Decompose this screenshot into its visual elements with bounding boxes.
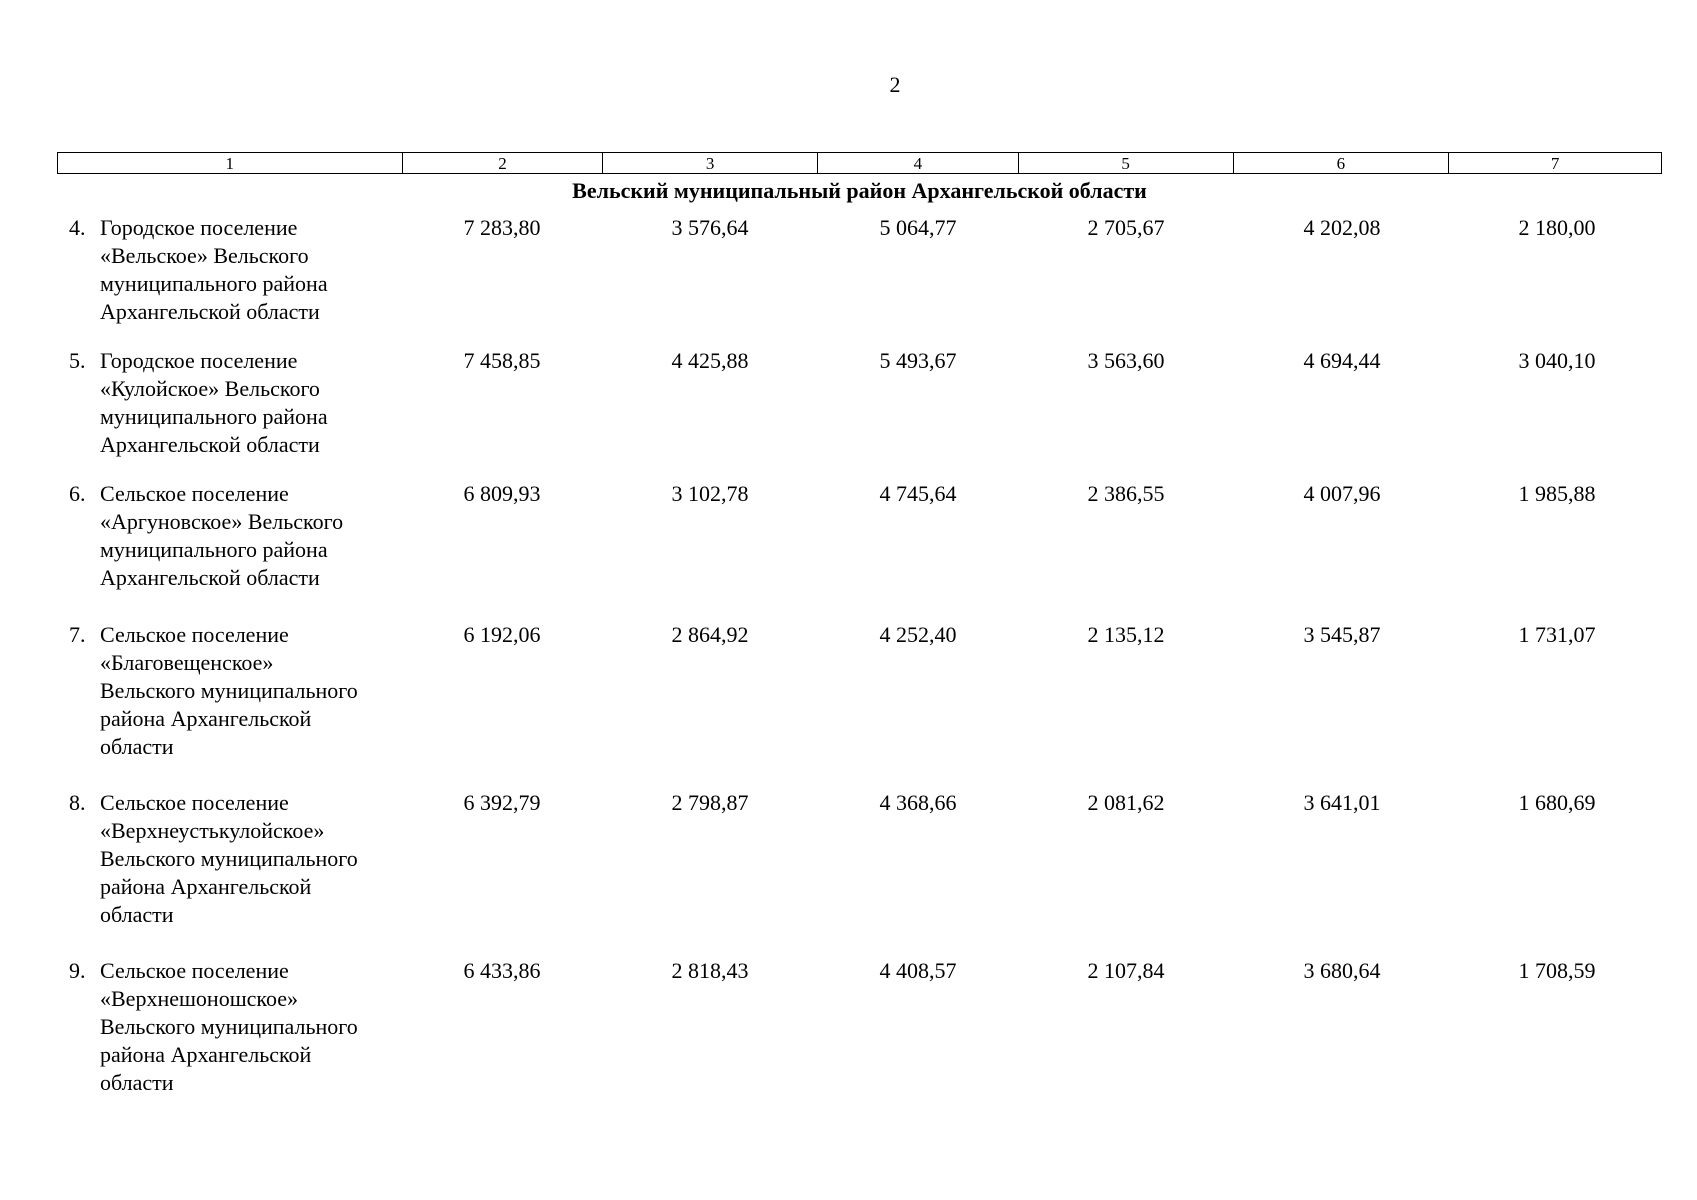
row-name-line: района Архангельской	[100, 1042, 312, 1067]
row-name	[100, 214, 400, 326]
row-name-line: Архангельской области	[100, 432, 320, 457]
row-name-line: Городское поселение	[100, 215, 298, 240]
cell-col-2: 6 192,06	[463, 622, 541, 647]
row-name-line: Городское поселение	[100, 348, 298, 373]
cell-col-7: 1 680,69	[1518, 790, 1596, 815]
row-number: 4.	[69, 215, 86, 240]
row-name-line: «Аргуновское» Вельского	[100, 509, 344, 534]
column-header-2: 2	[403, 153, 604, 173]
row-number: 9.	[69, 958, 86, 983]
cell-col-4: 4 252,40	[879, 622, 957, 647]
cell-col-6: 3 641,01	[1303, 790, 1381, 815]
row-name	[100, 621, 400, 761]
cell-col-2: 6 433,86	[463, 958, 541, 983]
column-header-row	[57, 152, 1662, 174]
row-name	[100, 957, 400, 1097]
column-header-6: 6	[1234, 153, 1450, 173]
row-name-line: Вельского муниципального	[100, 1014, 358, 1039]
cell-col-3: 3 102,78	[671, 481, 749, 506]
row-name-line: «Благовещенское»	[100, 650, 274, 675]
row-name-line: муниципального района	[100, 404, 328, 429]
row-name-line: района Архангельской	[100, 874, 312, 899]
row-number: 5.	[69, 348, 86, 373]
row-name-line: муниципального района	[100, 537, 328, 562]
row-name-line: области	[100, 902, 174, 927]
row-name-line: области	[100, 734, 174, 759]
cell-col-6: 3 680,64	[1303, 958, 1381, 983]
cell-col-2: 7 283,80	[463, 215, 541, 240]
cell-col-4: 4 368,66	[879, 790, 957, 815]
row-name-line: Сельское поселение	[100, 481, 289, 506]
column-header-3: 3	[603, 153, 818, 173]
cell-col-5: 3 563,60	[1087, 348, 1165, 373]
cell-col-2: 6 809,93	[463, 481, 541, 506]
row-name-line: Архангельской области	[100, 565, 320, 590]
row-name	[100, 789, 400, 929]
section-title: Вельский муниципальный район Архангельской области	[572, 178, 1147, 203]
row-name-line: области	[100, 1070, 174, 1095]
cell-col-3: 4 425,88	[671, 348, 749, 373]
cell-col-7: 1 731,07	[1518, 622, 1596, 647]
cell-col-2: 7 458,85	[463, 348, 541, 373]
row-name-line: муниципального района	[100, 271, 328, 296]
row-name-line: «Верхнеустькулойское»	[100, 818, 325, 843]
page-number: 2	[889, 72, 901, 97]
cell-col-3: 3 576,64	[671, 215, 749, 240]
row-number: 8.	[69, 790, 86, 815]
column-header-1: 1	[58, 153, 403, 173]
cell-col-2: 6 392,79	[463, 790, 541, 815]
row-name-line: «Кулойское» Вельского	[100, 376, 320, 401]
cell-col-4: 5 064,77	[879, 215, 957, 240]
row-name-line: «Вельское» Вельского	[100, 243, 309, 268]
cell-col-4: 5 493,67	[879, 348, 957, 373]
cell-col-4: 4 408,57	[879, 958, 957, 983]
cell-col-5: 2 386,55	[1087, 481, 1165, 506]
column-header-5: 5	[1019, 153, 1234, 173]
cell-col-3: 2 798,87	[671, 790, 749, 815]
row-name	[100, 480, 400, 592]
row-name-line: Архангельской области	[100, 299, 320, 324]
row-name-line: «Верхнешоношское»	[100, 986, 298, 1011]
cell-col-7: 1 985,88	[1518, 481, 1596, 506]
cell-col-7: 2 180,00	[1518, 215, 1596, 240]
cell-col-4: 4 745,64	[879, 481, 957, 506]
cell-col-6: 4 694,44	[1303, 348, 1381, 373]
cell-col-5: 2 135,12	[1087, 622, 1165, 647]
column-header-7: 7	[1550, 154, 1560, 173]
row-name-line: района Архангельской	[100, 706, 312, 731]
cell-col-6: 4 007,96	[1303, 481, 1381, 506]
column-header-4: 4	[818, 153, 1019, 173]
row-name-line: Сельское поселение	[100, 958, 289, 983]
row-name-line: Вельского муниципального	[100, 678, 358, 703]
cell-col-6: 4 202,08	[1303, 215, 1381, 240]
cell-col-5: 2 081,62	[1087, 790, 1165, 815]
cell-col-6: 3 545,87	[1303, 622, 1381, 647]
cell-col-3: 2 818,43	[671, 958, 749, 983]
cell-col-7: 3 040,10	[1518, 348, 1596, 373]
cell-col-5: 2 107,84	[1087, 958, 1165, 983]
row-name-line: Вельского муниципального	[100, 846, 358, 871]
cell-col-5: 2 705,67	[1087, 215, 1165, 240]
row-number: 7.	[69, 622, 86, 647]
row-name-line: Сельское поселение	[100, 622, 289, 647]
cell-col-3: 2 864,92	[671, 622, 749, 647]
row-name-line: Сельское поселение	[100, 790, 289, 815]
cell-col-7: 1 708,59	[1518, 958, 1596, 983]
row-number: 6.	[69, 481, 86, 506]
row-name	[100, 347, 400, 459]
